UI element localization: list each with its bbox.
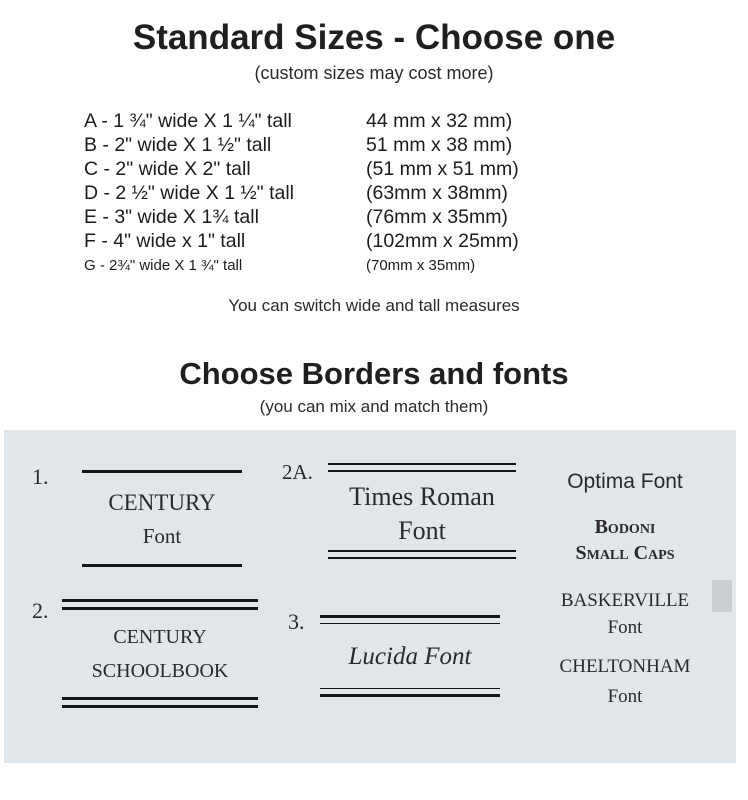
size-metric: (63mm x 38mm) [366, 182, 508, 204]
font-cheltonham-line1: CHELTONHAM [559, 656, 691, 677]
sample-2-line1: CENTURY [113, 626, 207, 648]
sample-2a-number: 2A. [282, 460, 313, 484]
size-metric: 44 mm x 32 mm) [366, 110, 513, 132]
font-optima: Optima Font [567, 470, 683, 493]
sample-1-line2: Font [142, 524, 182, 548]
sample-2-number: 2. [32, 598, 49, 623]
sample-2a-top-line-a [328, 463, 516, 465]
size-label: C - 2" wide X 2" tall [84, 158, 251, 180]
sample-3-bottom-line-a [320, 688, 500, 689]
sample-1-line1: CENTURY [108, 490, 216, 515]
sample-2a-line2: Font [398, 516, 446, 545]
font-cheltonham-line2: Font [607, 686, 643, 707]
switch-note: You can switch wide and tall measures [228, 296, 520, 315]
sample-3-line1: Lucida Font [348, 643, 472, 670]
font-baskerville-line1: BASKERVILLE [560, 590, 690, 611]
font-bodoni-line2: Small Caps [575, 542, 675, 564]
page-title: Standard Sizes - Choose one [132, 18, 616, 57]
size-metric: 51 mm x 38 mm) [366, 134, 513, 156]
size-metric: (76mm x 35mm) [366, 206, 508, 228]
size-label: F - 4" wide x 1" tall [84, 230, 246, 252]
page-subtitle: (custom sizes may cost more) [254, 63, 494, 83]
sample-3-top-line-b [320, 623, 500, 624]
size-label: B - 2" wide X 1 ½" tall [84, 134, 272, 156]
font-bodoni-line1: Bodoni [594, 516, 656, 538]
sample-2-bottom-line-b [62, 705, 258, 708]
sample-1-top-line [82, 470, 242, 473]
size-metric: (70mm x 35mm) [366, 257, 476, 274]
sample-2-bottom-line-a [62, 697, 258, 700]
sample-2-line2: SCHOOLBOOK [91, 660, 229, 682]
size-label: G - 2¾" wide X 1 ¾" tall [84, 257, 243, 274]
sample-2-top-line-b [62, 607, 258, 610]
size-label: D - 2 ½" wide X 1 ½" tall [84, 182, 295, 204]
size-label: E - 3" wide X 1¾ tall [84, 206, 259, 228]
size-metric: (102mm x 25mm) [366, 230, 519, 252]
sample-3-number: 3. [288, 609, 305, 634]
border-samples-photo [4, 430, 736, 763]
borders-subtitle: (you can mix and match them) [259, 397, 489, 416]
sample-1-bottom-line [82, 564, 242, 567]
sample-2-top-line-a [62, 599, 258, 602]
grey-square [712, 580, 732, 612]
size-label: A - 1 ¾" wide X 1 ¼" tall [84, 110, 292, 132]
borders-title: Choose Borders and fonts [179, 356, 569, 391]
sample-3-bottom-line-b [320, 694, 500, 697]
sample-2a-line1: Times Roman [349, 482, 495, 511]
sample-2a-bottom-line-b [328, 557, 516, 559]
sample-2a-top-line-b [328, 470, 516, 472]
sample-3-top-line-a [320, 615, 500, 618]
sample-1-number: 1. [32, 464, 49, 489]
sample-2a-bottom-line-a [328, 550, 516, 552]
font-baskerville-line2: Font [607, 617, 643, 638]
size-metric: (51 mm x 51 mm) [366, 158, 519, 180]
